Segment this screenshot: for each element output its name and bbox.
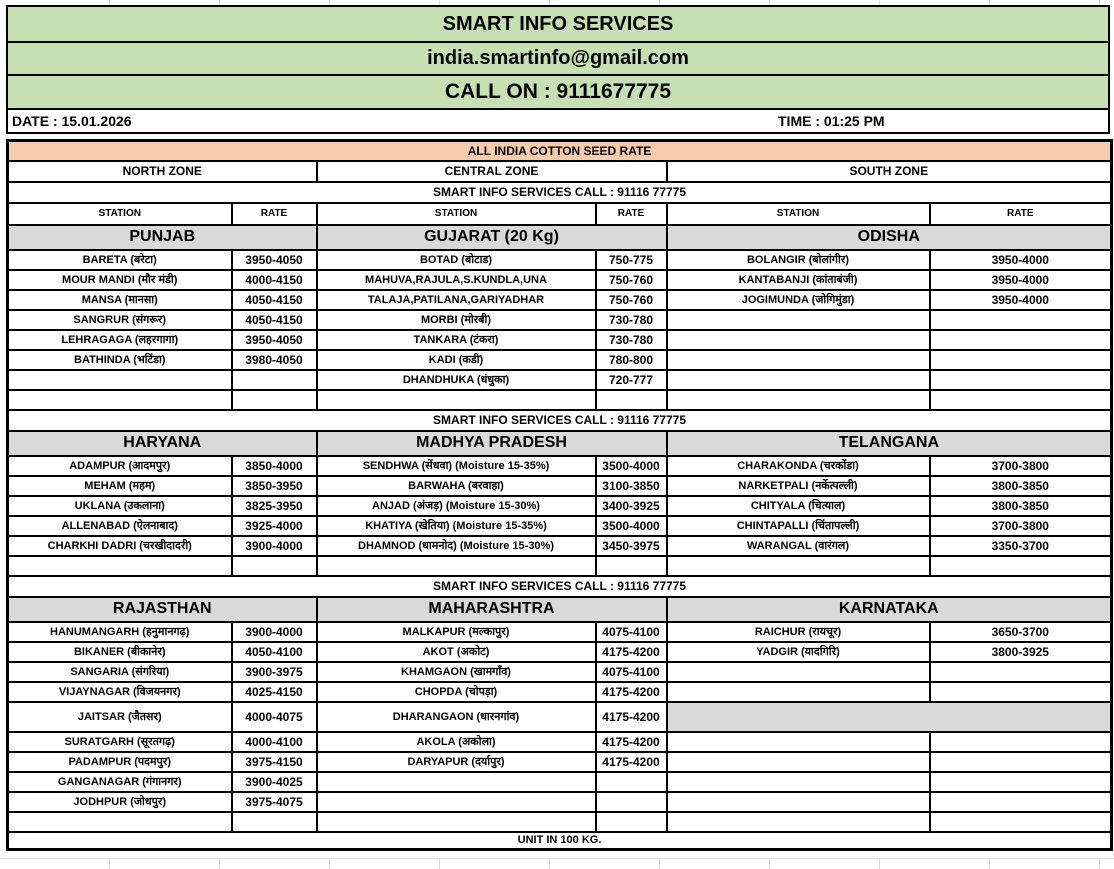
info-row — [8, 410, 1112, 431]
zone-north: NORTH ZONE — [8, 161, 317, 182]
rate-cell: 3925-4000 — [232, 516, 317, 536]
rate-cell: 3400-3925 — [596, 496, 667, 516]
station-cell — [667, 682, 930, 702]
station-cell: BARETA (बरेटा) — [8, 250, 232, 270]
rate-cell: 3950-4050 — [232, 250, 317, 270]
station-cell: CHITYALA (चित्याल) — [667, 496, 930, 516]
rate-cell: 720-777 — [596, 370, 667, 390]
table-row — [8, 752, 1112, 772]
rate-cell — [930, 310, 1112, 330]
rate-cell: 780-800 — [596, 350, 667, 370]
rate-cell: 3900-4000 — [232, 536, 317, 556]
station-cell — [8, 556, 232, 576]
rate-cell: 3500-4000 — [596, 516, 667, 536]
station-cell: GANGANAGAR (गंगानगर) — [8, 772, 232, 792]
info-row — [8, 182, 1112, 203]
rate-cell — [232, 390, 317, 410]
rate-cell: 4000-4150 — [232, 270, 317, 290]
table-row — [8, 270, 1112, 290]
station-cell: MOUR MANDI (मौर मंडी) — [8, 270, 232, 290]
rate-cell — [232, 556, 317, 576]
state-header-rajasthan: RAJASTHAN — [8, 597, 317, 622]
table-row — [8, 476, 1112, 496]
rate-cell: 3900-4025 — [232, 772, 317, 792]
table-row — [8, 792, 1112, 812]
station-cell: DHANDHUKA (धंधुका) — [317, 370, 596, 390]
station-cell: BOLANGIR (बोलांगीर) — [667, 250, 930, 270]
rate-cell — [930, 752, 1112, 772]
state-header-madhya-pradesh: MADHYA PRADESH — [317, 431, 667, 456]
station-cell: BIKANER (बीकानेर) — [8, 642, 232, 662]
table-row — [8, 536, 1112, 556]
rate-cell — [930, 330, 1112, 350]
table-row — [8, 350, 1112, 370]
background-gridlines-bottom — [0, 858, 1114, 869]
state-header-telangana: TELANGANA — [667, 431, 1112, 456]
station-cell — [8, 812, 232, 832]
rate-cell: 3800-3850 — [930, 496, 1112, 516]
rate-cell — [596, 390, 667, 410]
station-cell: SANGRUR (संगरूर) — [8, 310, 232, 330]
rate-cell — [596, 812, 667, 832]
rate-cell: 3980-4050 — [232, 350, 317, 370]
rate-cell: 4175-4200 — [596, 682, 667, 702]
table-row — [8, 496, 1112, 516]
rate-cell: 4025-4150 — [232, 682, 317, 702]
table-row — [8, 456, 1112, 476]
rate-cell — [930, 812, 1112, 832]
rate-cell — [930, 390, 1112, 410]
rates-table — [6, 139, 1113, 851]
station-cell: DHARANGAON (धारनगांव) — [317, 702, 596, 732]
rate-cell: 4000-4100 — [232, 732, 317, 752]
station-cell: MEHAM (महम) — [8, 476, 232, 496]
rate-cell: 3900-3975 — [232, 662, 317, 682]
rate-cell: 750-760 — [596, 290, 667, 310]
station-cell — [667, 792, 930, 812]
state-header-row — [8, 225, 1112, 250]
table-row — [8, 812, 1112, 832]
rate-cell: 3650-3700 — [930, 622, 1112, 642]
col-header-station: STATION — [667, 203, 930, 225]
rate-cell: 4175-4200 — [596, 702, 667, 732]
station-cell — [667, 556, 930, 576]
company-title: SMART INFO SERVICES — [8, 7, 1108, 43]
table-row — [8, 662, 1112, 682]
state-header-haryana: HARYANA — [8, 431, 317, 456]
col-header-rate: RATE — [596, 203, 667, 225]
station-cell: JOGIMUNDA (जोगिमुंडा) — [667, 290, 930, 310]
station-cell — [317, 772, 596, 792]
rate-cell — [930, 682, 1112, 702]
rate-cell: 3975-4150 — [232, 752, 317, 772]
rate-cell — [930, 370, 1112, 390]
rate-sheet — [6, 5, 1110, 851]
rate-cell: 3800-3850 — [930, 476, 1112, 496]
rate-cell: 4050-4150 — [232, 310, 317, 330]
table-row — [8, 290, 1112, 310]
rate-cell: 3900-4000 — [232, 622, 317, 642]
rate-cell — [596, 556, 667, 576]
station-cell: MALKAPUR (मल्कापुर) — [317, 622, 596, 642]
state-header-punjab: PUNJAB — [8, 225, 317, 250]
station-cell: SANGARIA (संगरिया) — [8, 662, 232, 682]
rate-cell: 4075-4100 — [596, 662, 667, 682]
station-cell — [667, 732, 930, 752]
station-cell: JAITSAR (जैतसर) — [8, 702, 232, 732]
rate-cell: 3950-4000 — [930, 270, 1112, 290]
station-cell: AKOLA (अकोला) — [317, 732, 596, 752]
station-cell: DARYAPUR (दर्यापुर) — [317, 752, 596, 772]
table-row — [8, 250, 1112, 270]
table-row — [8, 516, 1112, 536]
info-text: SMART INFO SERVICES CALL : 91116 77775 — [8, 410, 1112, 431]
station-cell — [667, 662, 930, 682]
station-cell: ANJAD (अंजड़) (Moisture 15-30%) — [317, 496, 596, 516]
rate-cell: 750-775 — [596, 250, 667, 270]
date-label: DATE : 15.01.2026 — [12, 113, 132, 129]
company-email: india.smartinfo@gmail.com — [8, 43, 1108, 76]
company-phone: CALL ON : 9111677775 — [8, 76, 1108, 108]
table-row — [8, 556, 1112, 576]
rate-cell: 3800-3925 — [930, 642, 1112, 662]
station-cell — [667, 772, 930, 792]
rate-cell: 3850-3950 — [232, 476, 317, 496]
station-cell — [667, 812, 930, 832]
station-cell: MORBI (मोरबी) — [317, 310, 596, 330]
rate-cell — [930, 556, 1112, 576]
station-cell: BOTAD (बोटाड) — [317, 250, 596, 270]
state-header-row — [8, 597, 1112, 622]
info-row — [8, 576, 1112, 597]
rate-cell: 3100-3850 — [596, 476, 667, 496]
station-cell: AKOT (अकोट) — [317, 642, 596, 662]
zone-central: CENTRAL ZONE — [317, 161, 667, 182]
rate-cell: 750-760 — [596, 270, 667, 290]
info-text: SMART INFO SERVICES CALL : 91116 77775 — [8, 182, 1112, 203]
station-cell: CHINTAPALLI (चिंतापल्ली) — [667, 516, 930, 536]
station-cell — [317, 792, 596, 812]
rate-cell: 3850-4000 — [232, 456, 317, 476]
rate-cell — [930, 792, 1112, 812]
rate-cell — [930, 732, 1112, 752]
station-cell: LEHRAGAGA (लहरगागा) — [8, 330, 232, 350]
rate-cell: 4175-4200 — [596, 752, 667, 772]
rate-cell: 730-780 — [596, 330, 667, 350]
station-cell: TALAJA,PATILANA,GARIYADHAR — [317, 290, 596, 310]
table-row — [8, 772, 1112, 792]
station-cell: JODHPUR (जोधपुर) — [8, 792, 232, 812]
station-cell: TANKARA (टंकरा) — [317, 330, 596, 350]
station-cell: BARWAHA (बरवाहा) — [317, 476, 596, 496]
station-cell: PADAMPUR (पदमपुर) — [8, 752, 232, 772]
state-header-odisha: ODISHA — [667, 225, 1112, 250]
rate-cell — [930, 772, 1112, 792]
col-header-station: STATION — [317, 203, 596, 225]
station-cell: KADI (कडी) — [317, 350, 596, 370]
station-cell: ALLENABAD (ऐलनाबाद) — [8, 516, 232, 536]
table-row — [8, 642, 1112, 662]
station-cell: SURATGARH (सूरतगढ़) — [8, 732, 232, 752]
station-cell — [667, 350, 930, 370]
rate-cell: 3450-3975 — [596, 536, 667, 556]
station-cell — [8, 370, 232, 390]
rate-cell — [232, 370, 317, 390]
time-label: TIME : 01:25 PM — [778, 113, 885, 129]
station-cell: VIJAYNAGAR (विजयनगर) — [8, 682, 232, 702]
station-cell — [667, 370, 930, 390]
rate-cell: 3950-4000 — [930, 250, 1112, 270]
rates-table-body — [8, 141, 1112, 850]
footer-row — [8, 832, 1112, 850]
station-cell — [317, 812, 596, 832]
rate-cell: 3825-3950 — [232, 496, 317, 516]
rate-cell: 4075-4100 — [596, 622, 667, 642]
station-cell: WARANGAL (वारंगल) — [667, 536, 930, 556]
station-cell: CHARKHI DADRI (चरखीदादरी) — [8, 536, 232, 556]
table-row — [8, 622, 1112, 642]
station-cell: SENDHWA (सेंधवा) (Moisture 15-35%) — [317, 456, 596, 476]
station-cell: CHOPDA (चोपड़ा) — [317, 682, 596, 702]
rate-cell: 4050-4100 — [232, 642, 317, 662]
rate-cell: 4175-4200 — [596, 732, 667, 752]
state-header-karnataka: KARNATAKA — [667, 597, 1112, 622]
station-cell: UKLANA (उकलाना) — [8, 496, 232, 516]
station-cell — [667, 390, 930, 410]
table-row — [8, 682, 1112, 702]
rate-cell — [596, 792, 667, 812]
col-header-rate: RATE — [232, 203, 317, 225]
rate-cell: 4000-4075 — [232, 702, 317, 732]
rate-cell: 4050-4150 — [232, 290, 317, 310]
station-cell: MAHUVA,RAJULA,S.KUNDLA,UNA — [317, 270, 596, 290]
station-cell: RAICHUR (रायचूर) — [667, 622, 930, 642]
gray-band-cell — [667, 702, 1112, 732]
table-row — [8, 732, 1112, 752]
rate-cell: 730-780 — [596, 310, 667, 330]
table-row — [8, 330, 1112, 350]
zone-south: SOUTH ZONE — [667, 161, 1112, 182]
station-cell: ADAMPUR (आदमपुर) — [8, 456, 232, 476]
state-header-row — [8, 431, 1112, 456]
table-row — [8, 370, 1112, 390]
rate-cell — [930, 662, 1112, 682]
table-row — [8, 310, 1112, 330]
station-cell: DHAMNOD (धामनोद) (Moisture 15-30%) — [317, 536, 596, 556]
rate-cell: 3950-4000 — [930, 290, 1112, 310]
station-cell: YADGIR (यादगिरि) — [667, 642, 930, 662]
rate-cell — [232, 812, 317, 832]
station-cell: BATHINDA (भटिंडा) — [8, 350, 232, 370]
banner-title: ALL INDIA COTTON SEED RATE — [8, 141, 1112, 161]
rate-cell: 3950-4050 — [232, 330, 317, 350]
rate-cell — [930, 350, 1112, 370]
date-time-row — [6, 110, 1110, 134]
table-row — [8, 390, 1112, 410]
station-cell: KHATIYA (खेतिया) (Moisture 15-35%) — [317, 516, 596, 536]
rate-cell: 4175-4200 — [596, 642, 667, 662]
station-cell: KANTABANJI (कांताबंजी) — [667, 270, 930, 290]
zone-header-row — [8, 161, 1112, 182]
rate-cell: 3500-4000 — [596, 456, 667, 476]
col-header-station: STATION — [8, 203, 232, 225]
station-cell — [667, 310, 930, 330]
info-text: SMART INFO SERVICES CALL : 91116 77775 — [8, 576, 1112, 597]
rate-cell: 3700-3800 — [930, 456, 1112, 476]
station-cell: CHARAKONDA (चरकोंडा) — [667, 456, 930, 476]
header-block — [6, 5, 1110, 110]
station-cell — [317, 556, 596, 576]
rate-cell: 3975-4075 — [232, 792, 317, 812]
table-row — [8, 702, 1112, 732]
station-cell: NARKETPALI (नर्केत्पल्ली) — [667, 476, 930, 496]
rate-cell — [596, 772, 667, 792]
station-cell — [667, 330, 930, 350]
station-cell: KHAMGAON (खामगाँव) — [317, 662, 596, 682]
station-cell — [8, 390, 232, 410]
unit-note: UNIT IN 100 KG. — [8, 832, 1112, 850]
station-cell — [667, 752, 930, 772]
station-cell: MANSA (मानसा) — [8, 290, 232, 310]
col-header-rate: RATE — [930, 203, 1112, 225]
state-header-maharashtra: MAHARASHTRA — [317, 597, 667, 622]
state-header-gujarat-20-kg: GUJARAT (20 Kg) — [317, 225, 667, 250]
column-header-row — [8, 203, 1112, 225]
rate-cell: 3700-3800 — [930, 516, 1112, 536]
banner-row — [8, 141, 1112, 161]
station-cell — [317, 390, 596, 410]
rate-cell: 3350-3700 — [930, 536, 1112, 556]
station-cell: HANUMANGARH (हनुमानगढ़) — [8, 622, 232, 642]
